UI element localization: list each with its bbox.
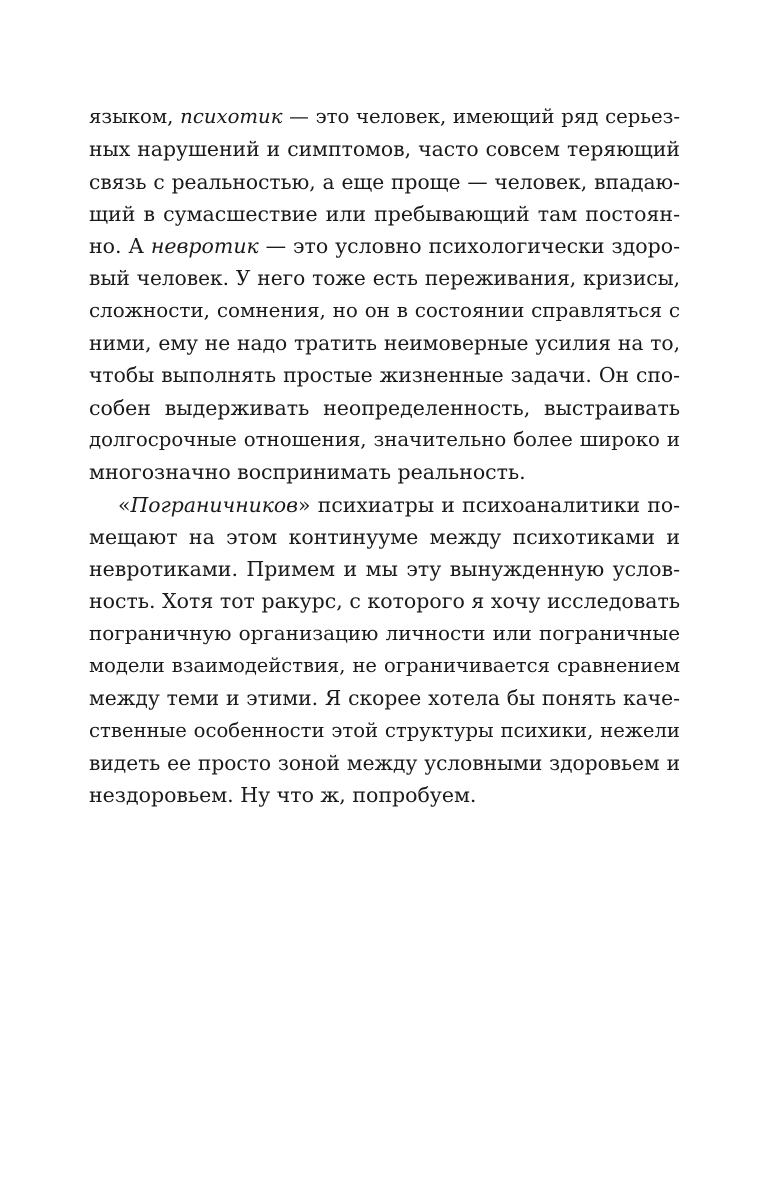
text-line: невротиками. Примем и мы эту вынужденную услов-	[89, 557, 680, 582]
text-line: связь с реальностью, а еще проще — человек, впадаю-	[89, 169, 680, 194]
text-line: ных нарушений и симптомов, часто совсем теряющий	[89, 137, 680, 162]
text-line: мещают на этом континууме между психотиками и	[89, 524, 680, 549]
text-line: собен выдерживать неопределенность, выстраивать	[89, 395, 680, 420]
italic-term: Пограничников	[130, 492, 299, 517]
text-line: между теми и этими. Я скорее хотела бы понять каче-	[89, 686, 680, 711]
text-line: но. А невротик — это условно психологически здоро-	[89, 234, 680, 259]
text-line: языком, психотик — это человек, имеющий ряд серьез-	[89, 105, 680, 128]
text-line: вый человек. У него тоже есть переживания, кризисы,	[89, 266, 680, 291]
text-line: сложности, сомнения, но он в состоянии справляться с	[89, 298, 680, 322]
text-line: видеть ее просто зоной между условными здоровьем и	[89, 750, 680, 775]
text-line: ними, ему не надо тратить неимоверные усилия на то,	[89, 331, 680, 356]
text-line: долгосрочные отношения, значительно более широко и	[89, 427, 680, 451]
body-text	[89, 101, 680, 812]
text-line: щий в сумасшествие или пребывающий там постоян-	[89, 201, 680, 226]
text-line: многозначно воспринимать реальность.	[89, 460, 526, 485]
paragraph-2	[89, 489, 680, 812]
text-line: «Пограничников» психиатры и психоаналитики по-	[118, 492, 680, 517]
paragraph-1	[89, 101, 680, 489]
text-line: пограничную организацию личности или пограничные	[89, 621, 680, 645]
text-line: ственные особенности этой структуры психики, нежели	[89, 718, 680, 742]
italic-term: психотик	[180, 105, 283, 128]
text-line: нездоровьем. Ну что ж, попробуем.	[89, 783, 477, 808]
text-line: модели взаимодействия, не ограничивается сравнением	[89, 654, 680, 678]
text-line: чтобы выполнять простые жизненные задачи. Он спо-	[89, 363, 680, 388]
text-line: ность. Хотя тот ракурс, с которого я хочу исследовать	[89, 589, 680, 614]
italic-term: невротик	[150, 234, 259, 259]
